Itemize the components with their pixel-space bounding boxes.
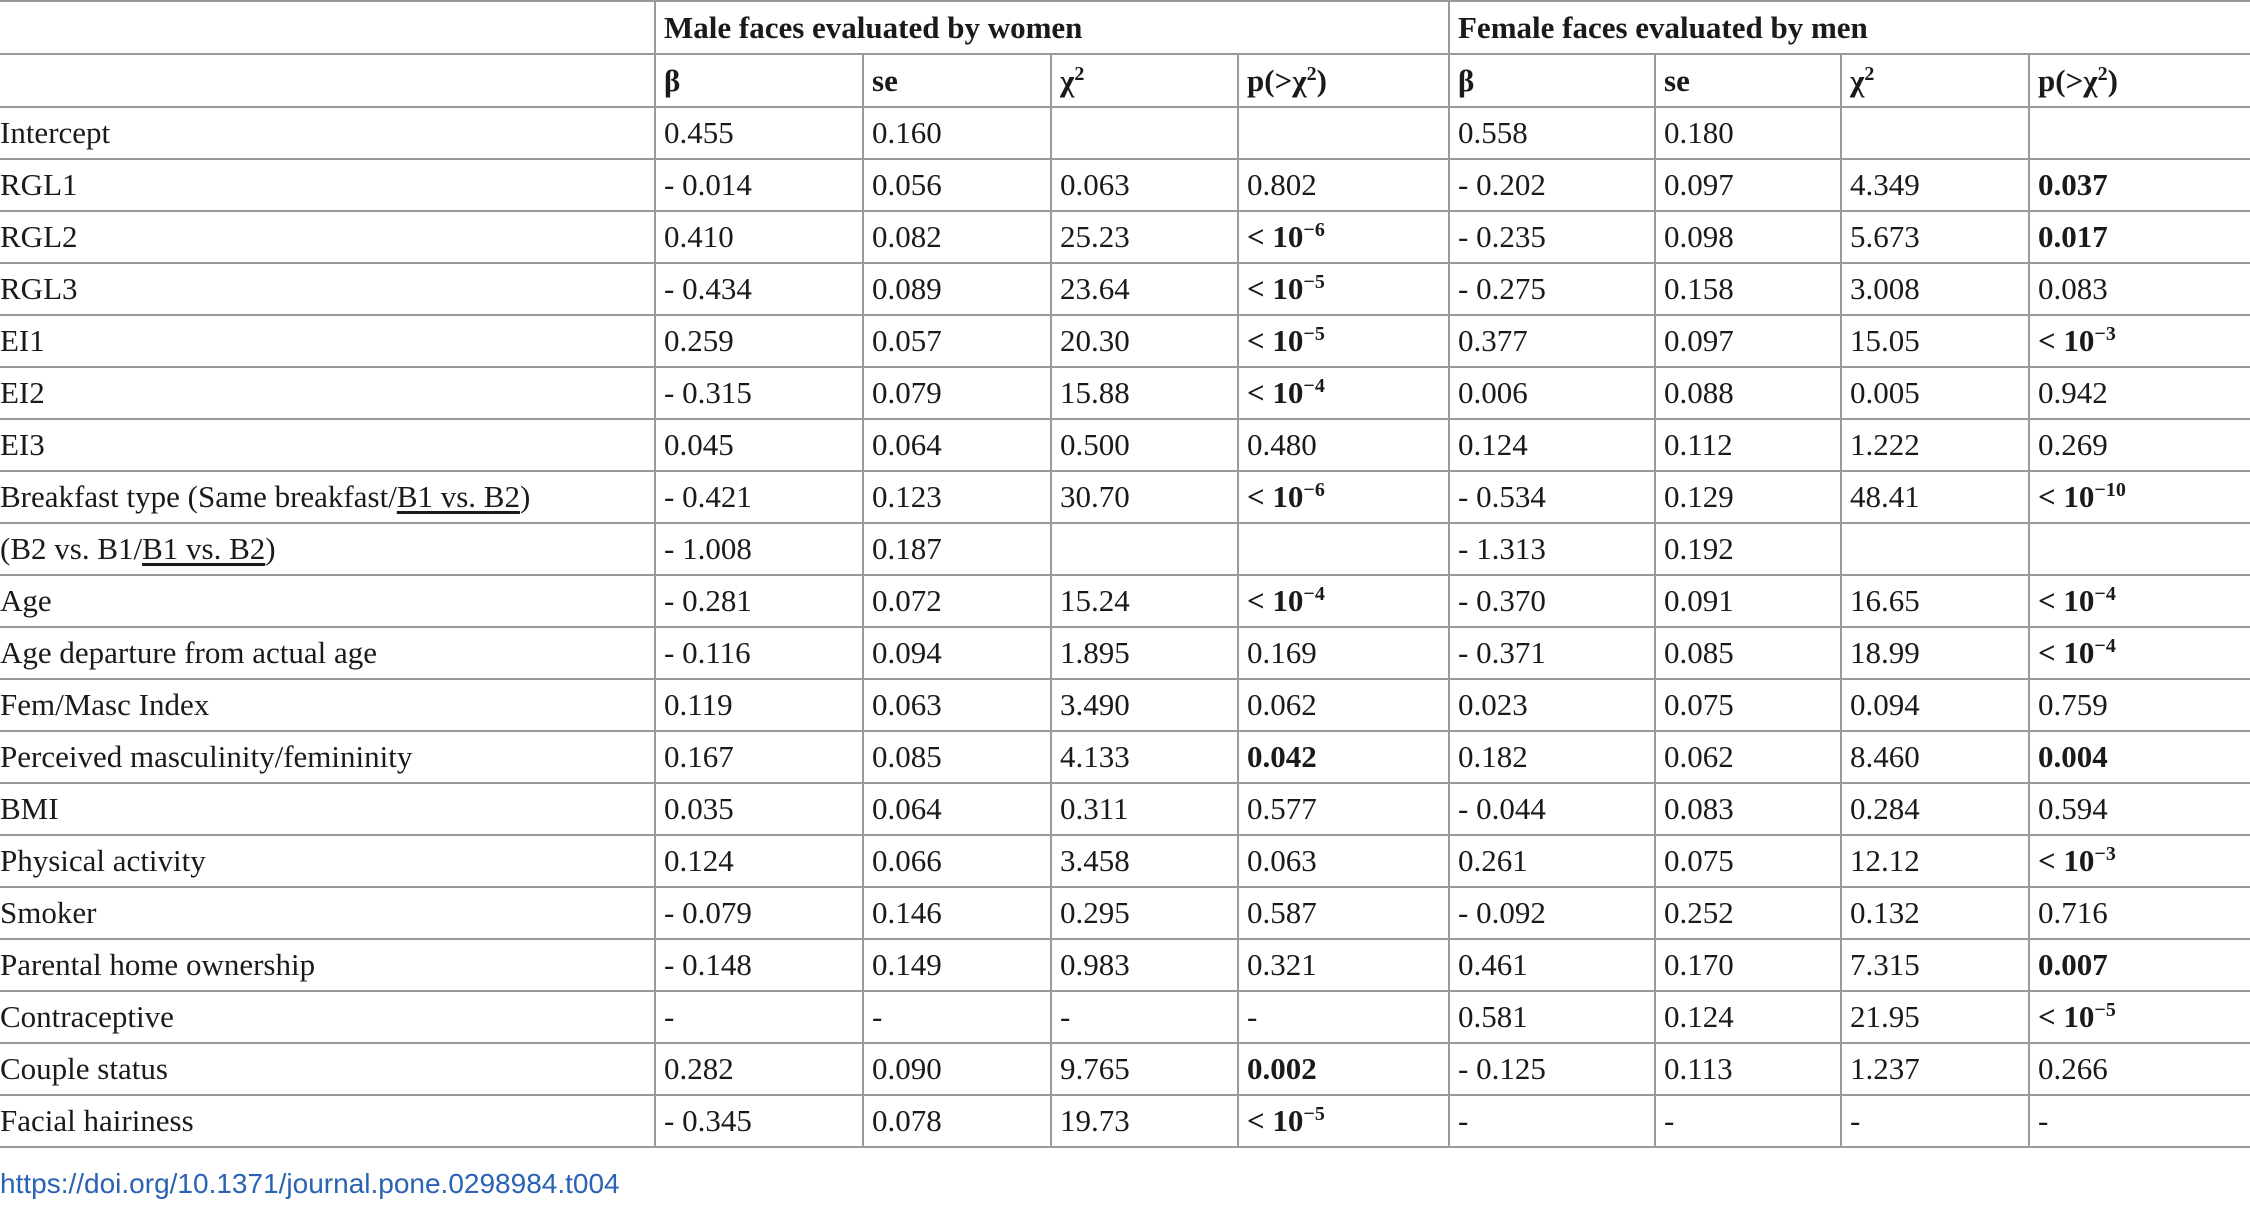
- cell-beta-male: - 0.434: [655, 263, 863, 315]
- cell-beta-male: - 0.079: [655, 887, 863, 939]
- cell-beta-female: 0.006: [1449, 367, 1655, 419]
- cell-se-male: 0.089: [863, 263, 1051, 315]
- cell-beta-female: 0.377: [1449, 315, 1655, 367]
- cell-se-female: 0.062: [1655, 731, 1841, 783]
- cell-p-male: 0.802: [1238, 159, 1449, 211]
- cell-beta-female: - 0.235: [1449, 211, 1655, 263]
- row-label: Perceived masculinity/femininity: [0, 731, 655, 783]
- cell-p-male: [1238, 107, 1449, 159]
- cell-se-female: 0.088: [1655, 367, 1841, 419]
- table-row: [0, 939, 2250, 991]
- cell-p-male: < $10^{-4}$: [1238, 367, 1449, 419]
- row-label: RGL1: [0, 159, 655, 211]
- cell-se-male: 0.160: [863, 107, 1051, 159]
- cell-chi-female: 4.349: [1841, 159, 2029, 211]
- cell-p-female: < $10^{-3}$: [2029, 835, 2250, 887]
- table-row: [0, 1095, 2250, 1147]
- table-row: [0, 627, 2250, 679]
- cell-se-male: 0.066: [863, 835, 1051, 887]
- cell-p-female: < $10^{-4}$: [2029, 575, 2250, 627]
- cell-se-female: 0.085: [1655, 627, 1841, 679]
- cell-se-female: 0.097: [1655, 159, 1841, 211]
- cell-chi-female: 48.41: [1841, 471, 2029, 523]
- cell-chi-male: 0.063: [1051, 159, 1238, 211]
- cell-se-female: 0.075: [1655, 679, 1841, 731]
- row-label: BMI: [0, 783, 655, 835]
- cell-beta-male: 0.259: [655, 315, 863, 367]
- cell-chi-male: 25.23: [1051, 211, 1238, 263]
- cell-chi-female: 8.460: [1841, 731, 2029, 783]
- cell-se-male: 0.064: [863, 783, 1051, 835]
- cell-chi-female: 1.237: [1841, 1043, 2029, 1095]
- cell-beta-female: - 0.370: [1449, 575, 1655, 627]
- cell-beta-male: 0.035: [655, 783, 863, 835]
- row-label: Intercept: [0, 107, 655, 159]
- table-row: [0, 419, 2250, 471]
- cell-se-female: 0.098: [1655, 211, 1841, 263]
- table-row: [0, 575, 2250, 627]
- cell-p-female: < $10^{-10}$: [2029, 471, 2250, 523]
- cell-p-female: 0.004: [2029, 731, 2250, 783]
- table-row: [0, 315, 2250, 367]
- table-row: [0, 159, 2250, 211]
- cell-beta-female: 0.558: [1449, 107, 1655, 159]
- cell-beta-female: - 0.044: [1449, 783, 1655, 835]
- cell-beta-female: 0.581: [1449, 991, 1655, 1043]
- cell-chi-male: 30.70: [1051, 471, 1238, 523]
- cell-beta-female: - 0.125: [1449, 1043, 1655, 1095]
- cell-chi-male: 0.500: [1051, 419, 1238, 471]
- cell-p-female: 0.759: [2029, 679, 2250, 731]
- table-row: [0, 991, 2250, 1043]
- cell-chi-female: 12.12: [1841, 835, 2029, 887]
- cell-beta-female: - 0.202: [1449, 159, 1655, 211]
- col-se-female: se: [1655, 54, 1841, 107]
- row-label: EI3: [0, 419, 655, 471]
- row-label: EI2: [0, 367, 655, 419]
- cell-p-male: 0.169: [1238, 627, 1449, 679]
- col-chi2-male: $\chi^2$: [1051, 54, 1238, 107]
- cell-beta-male: - 0.116: [655, 627, 863, 679]
- cell-chi-female: 0.094: [1841, 679, 2029, 731]
- doi-link[interactable]: https://doi.org/10.1371/journal.pone.0298984.t004: [0, 1168, 620, 1199]
- cell-chi-male: 0.295: [1051, 887, 1238, 939]
- cell-se-male: 0.063: [863, 679, 1051, 731]
- cell-se-female: 0.180: [1655, 107, 1841, 159]
- column-header-row: [0, 54, 2250, 107]
- cell-beta-female: - 0.092: [1449, 887, 1655, 939]
- cell-p-female: [2029, 107, 2250, 159]
- cell-se-female: 0.112: [1655, 419, 1841, 471]
- cell-chi-male: 15.24: [1051, 575, 1238, 627]
- cell-se-male: 0.090: [863, 1043, 1051, 1095]
- cell-p-female: < $10^{-3}$: [2029, 315, 2250, 367]
- cell-chi-male: 0.983: [1051, 939, 1238, 991]
- cell-se-female: 0.192: [1655, 523, 1841, 575]
- table-row: [0, 523, 2250, 575]
- row-label: Smoker: [0, 887, 655, 939]
- cell-se-male: 0.123: [863, 471, 1051, 523]
- cell-chi-female: 21.95: [1841, 991, 2029, 1043]
- row-label: RGL3: [0, 263, 655, 315]
- cell-se-female: 0.091: [1655, 575, 1841, 627]
- col-beta-male: β: [655, 54, 863, 107]
- cell-se-male: 0.149: [863, 939, 1051, 991]
- cell-se-male: 0.079: [863, 367, 1051, 419]
- cell-se-female: 0.097: [1655, 315, 1841, 367]
- cell-beta-male: - 0.148: [655, 939, 863, 991]
- cell-se-male: 0.085: [863, 731, 1051, 783]
- cell-chi-female: -: [1841, 1095, 2029, 1147]
- cell-beta-male: 0.410: [655, 211, 863, 263]
- cell-chi-male: [1051, 523, 1238, 575]
- cell-se-male: 0.146: [863, 887, 1051, 939]
- table-row: [0, 835, 2250, 887]
- cell-p-female: 0.037: [2029, 159, 2250, 211]
- group-header-female: Female faces evaluated by men: [1449, 1, 2250, 54]
- row-label: Physical activity: [0, 835, 655, 887]
- cell-se-male: 0.064: [863, 419, 1051, 471]
- cell-beta-male: 0.045: [655, 419, 863, 471]
- cell-beta-female: - 1.313: [1449, 523, 1655, 575]
- cell-se-female: 0.170: [1655, 939, 1841, 991]
- cell-beta-female: - 0.371: [1449, 627, 1655, 679]
- col-chi2-female: $\chi^2$: [1841, 54, 2029, 107]
- cell-p-male: < $10^{-6}$: [1238, 471, 1449, 523]
- cell-chi-female: 16.65: [1841, 575, 2029, 627]
- cell-se-male: 0.057: [863, 315, 1051, 367]
- cell-beta-female: -: [1449, 1095, 1655, 1147]
- cell-p-male: 0.577: [1238, 783, 1449, 835]
- row-label: Facial hairiness: [0, 1095, 655, 1147]
- cell-beta-male: - 0.315: [655, 367, 863, 419]
- group-header-row: [0, 1, 2250, 54]
- cell-chi-male: 1.895: [1051, 627, 1238, 679]
- cell-beta-male: 0.119: [655, 679, 863, 731]
- cell-se-male: -: [863, 991, 1051, 1043]
- row-label: Contraceptive: [0, 991, 655, 1043]
- cell-chi-male: 0.311: [1051, 783, 1238, 835]
- cell-p-male: 0.480: [1238, 419, 1449, 471]
- header-blank-cell: [0, 54, 655, 107]
- cell-chi-male: 3.490: [1051, 679, 1238, 731]
- cell-se-male: 0.056: [863, 159, 1051, 211]
- table-row: [0, 263, 2250, 315]
- cell-chi-female: 1.222: [1841, 419, 2029, 471]
- cell-p-female: < $10^{-4}$: [2029, 627, 2250, 679]
- cell-p-female: 0.594: [2029, 783, 2250, 835]
- cell-beta-female: 0.261: [1449, 835, 1655, 887]
- cell-chi-male: 19.73: [1051, 1095, 1238, 1147]
- table-row: [0, 887, 2250, 939]
- row-label: Couple status: [0, 1043, 655, 1095]
- cell-chi-male: 9.765: [1051, 1043, 1238, 1095]
- cell-beta-male: - 0.014: [655, 159, 863, 211]
- row-label: Age departure from actual age: [0, 627, 655, 679]
- cell-chi-male: -: [1051, 991, 1238, 1043]
- col-se-male: se: [863, 54, 1051, 107]
- cell-p-male: 0.587: [1238, 887, 1449, 939]
- table-row: [0, 367, 2250, 419]
- table-row: [0, 211, 2250, 263]
- cell-beta-female: 0.124: [1449, 419, 1655, 471]
- table-row: [0, 679, 2250, 731]
- cell-p-male: 0.321: [1238, 939, 1449, 991]
- cell-chi-male: 23.64: [1051, 263, 1238, 315]
- cell-p-female: 0.007: [2029, 939, 2250, 991]
- col-beta-female: β: [1449, 54, 1655, 107]
- cell-chi-male: 15.88: [1051, 367, 1238, 419]
- cell-chi-female: 0.132: [1841, 887, 2029, 939]
- cell-p-male: < $10^{-5}$: [1238, 1095, 1449, 1147]
- cell-p-male: 0.002: [1238, 1043, 1449, 1095]
- cell-beta-female: 0.461: [1449, 939, 1655, 991]
- cell-p-male: 0.063: [1238, 835, 1449, 887]
- cell-p-male: < $10^{-5}$: [1238, 263, 1449, 315]
- cell-se-female: 0.075: [1655, 835, 1841, 887]
- cell-se-male: 0.082: [863, 211, 1051, 263]
- cell-p-female: 0.269: [2029, 419, 2250, 471]
- cell-se-male: 0.078: [863, 1095, 1051, 1147]
- cell-beta-male: 0.124: [655, 835, 863, 887]
- cell-beta-male: - 0.281: [655, 575, 863, 627]
- row-label: RGL2: [0, 211, 655, 263]
- cell-p-female: 0.942: [2029, 367, 2250, 419]
- cell-se-male: 0.094: [863, 627, 1051, 679]
- cell-chi-female: 3.008: [1841, 263, 2029, 315]
- cell-chi-female: 18.99: [1841, 627, 2029, 679]
- cell-p-male: < $10^{-6}$: [1238, 211, 1449, 263]
- cell-beta-male: - 1.008: [655, 523, 863, 575]
- table-row: [0, 1043, 2250, 1095]
- cell-se-male: 0.072: [863, 575, 1051, 627]
- cell-chi-male: 20.30: [1051, 315, 1238, 367]
- cell-p-female: 0.083: [2029, 263, 2250, 315]
- cell-se-female: 0.252: [1655, 887, 1841, 939]
- cell-chi-male: 4.133: [1051, 731, 1238, 783]
- cell-chi-female: [1841, 107, 2029, 159]
- row-label: Parental home ownership: [0, 939, 655, 991]
- cell-p-male: 0.042: [1238, 731, 1449, 783]
- header-blank-cell: [0, 1, 655, 54]
- cell-p-female: [2029, 523, 2250, 575]
- col-p-male: $p(>\chi^2)$: [1238, 54, 1449, 107]
- cell-se-female: 0.113: [1655, 1043, 1841, 1095]
- table-row: [0, 731, 2250, 783]
- cell-beta-female: 0.023: [1449, 679, 1655, 731]
- cell-beta-male: - 0.421: [655, 471, 863, 523]
- cell-beta-female: - 0.534: [1449, 471, 1655, 523]
- row-label: Fem/Masc Index: [0, 679, 655, 731]
- cell-se-male: 0.187: [863, 523, 1051, 575]
- cell-chi-male: [1051, 107, 1238, 159]
- cell-beta-male: - 0.345: [655, 1095, 863, 1147]
- cell-p-female: -: [2029, 1095, 2250, 1147]
- cell-chi-female: 7.315: [1841, 939, 2029, 991]
- cell-p-female: 0.017: [2029, 211, 2250, 263]
- cell-chi-female: 15.05: [1841, 315, 2029, 367]
- cell-chi-female: 5.673: [1841, 211, 2029, 263]
- cell-beta-male: 0.167: [655, 731, 863, 783]
- cell-chi-female: [1841, 523, 2029, 575]
- cell-se-female: 0.129: [1655, 471, 1841, 523]
- cell-chi-female: 0.284: [1841, 783, 2029, 835]
- cell-p-male: [1238, 523, 1449, 575]
- row-label: Breakfast type (Same breakfast/B1 vs. B2): [0, 471, 655, 523]
- cell-beta-male: 0.455: [655, 107, 863, 159]
- row-label: Age: [0, 575, 655, 627]
- cell-se-female: 0.124: [1655, 991, 1841, 1043]
- row-label: EI1: [0, 315, 655, 367]
- table-row: [0, 471, 2250, 523]
- cell-se-female: 0.083: [1655, 783, 1841, 835]
- cell-chi-female: 0.005: [1841, 367, 2029, 419]
- group-header-male: Male faces evaluated by women: [655, 1, 1449, 54]
- cell-beta-female: 0.182: [1449, 731, 1655, 783]
- cell-p-female: < $10^{-5}$: [2029, 991, 2250, 1043]
- row-label: (B2 vs. B1/B1 vs. B2): [0, 523, 655, 575]
- cell-beta-female: - 0.275: [1449, 263, 1655, 315]
- cell-p-male: -: [1238, 991, 1449, 1043]
- cell-beta-male: -: [655, 991, 863, 1043]
- cell-p-male: < $10^{-4}$: [1238, 575, 1449, 627]
- cell-p-male: < $10^{-5}$: [1238, 315, 1449, 367]
- col-p-female: $p(>\chi^2)$: [2029, 54, 2250, 107]
- cell-p-male: 0.062: [1238, 679, 1449, 731]
- cell-se-female: 0.158: [1655, 263, 1841, 315]
- cell-p-female: 0.266: [2029, 1043, 2250, 1095]
- cell-chi-male: 3.458: [1051, 835, 1238, 887]
- cell-p-female: 0.716: [2029, 887, 2250, 939]
- table-row: [0, 783, 2250, 835]
- cell-beta-male: 0.282: [655, 1043, 863, 1095]
- table-row: [0, 107, 2250, 159]
- cell-se-female: -: [1655, 1095, 1841, 1147]
